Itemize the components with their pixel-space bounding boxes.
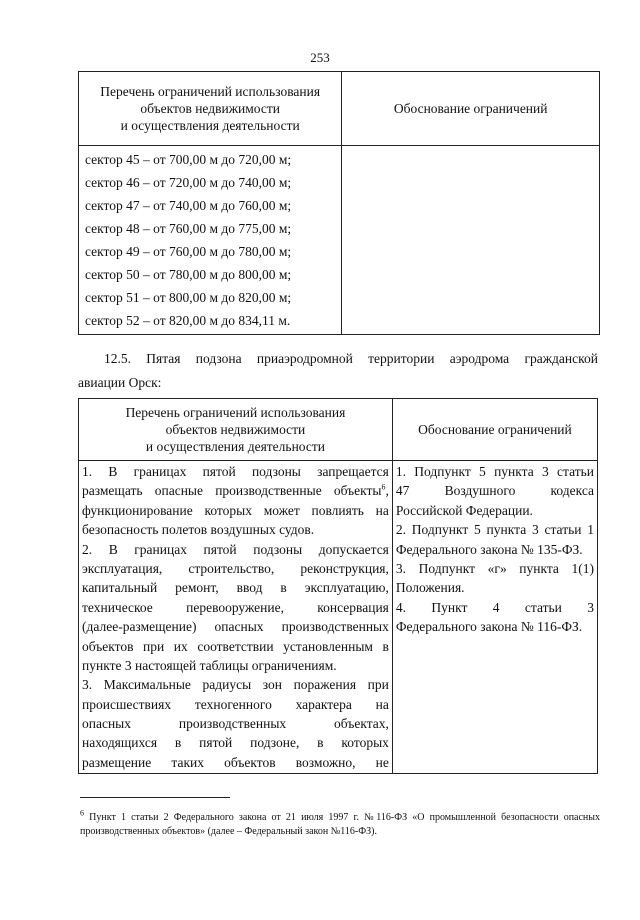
justification-cell-empty xyxy=(342,146,600,335)
text-line: 2. Подпункт 5 пункта 3 статьи 1 xyxy=(395,522,594,538)
text-line: объектов при их соответствии установленным в xyxy=(82,638,389,654)
header-justification-label: Обоснование ограничений xyxy=(393,101,548,116)
header-line: Перечень ограничений использования xyxy=(125,405,346,420)
header-restrictions-list xyxy=(79,399,393,461)
table-header-row xyxy=(79,399,598,461)
sector-line: сектор 49 – от 760,00 м до 780,00 м; xyxy=(85,244,292,259)
header-line: Перечень ограничений использования xyxy=(100,84,321,99)
section-heading-line2: авиации Орск: xyxy=(78,375,162,390)
text-line: размещать опасные производственные объекты xyxy=(82,483,382,499)
text-line-with-footnote xyxy=(82,481,389,500)
text-line: Российской Федерации. xyxy=(395,502,533,518)
footnote-text: Пункт 1 статьи 2 Федерального закона от 21 июля 1997 г. №116-ФЗ «О промышленной безопасности опасных производственных объектов» (далее – Федеральный закон №116-ФЗ). xyxy=(80,812,601,837)
text-line: опасных производственных объектах, xyxy=(82,716,389,732)
footnote-marker: 6 xyxy=(80,808,84,818)
section-heading-line1: 12.5. Пятая подзона приаэродромной территории аэродрома гражданской xyxy=(104,351,598,366)
text-line: эксплуатация, строительство, реконструкция, xyxy=(82,560,389,576)
header-restrictions-list xyxy=(79,72,342,146)
header-line: и осуществления деятельности xyxy=(120,118,300,133)
sector-line: сектор 50 – от 780,00 м до 800,00 м; xyxy=(85,267,292,282)
text-line: 1. В границах пятой подзоны запрещается xyxy=(82,464,389,479)
text-line: 1. Подпункт 5 пункта 3 статьи xyxy=(395,464,594,479)
text-line: безопасность полетов воздушных судов. xyxy=(82,522,315,538)
text-line: функционирование которых может повлиять на xyxy=(82,502,389,518)
table-row xyxy=(79,461,598,774)
sector-line: сектор 46 – от 720,00 м до 740,00 м; xyxy=(85,175,292,190)
page-number: 253 xyxy=(310,50,330,65)
footnote-ref: 6 xyxy=(381,482,386,492)
header-justification-label: Обоснование ограничений xyxy=(418,422,572,437)
header-line: объектов недвижимости xyxy=(140,101,281,116)
text-line: Федерального закона № 116-ФЗ. xyxy=(395,619,583,635)
text-line: капитальный ремонт, ввод в эксплуатацию, xyxy=(82,580,389,596)
header-justification xyxy=(342,72,600,146)
text-line: техническое перевооружение, консервация xyxy=(82,599,389,615)
footnote-ref-suffix: , xyxy=(385,483,389,499)
text-line: 3. Максимальные радиусы зон поражения при xyxy=(82,677,389,693)
text-line: находящихся в пятой подзоне, в которых xyxy=(82,735,389,751)
restrictions-table-continued xyxy=(78,71,600,335)
text-line: 2. В границах пятой подзоны допускается xyxy=(82,541,389,557)
sector-line: сектор 47 – от 740,00 м до 760,00 м; xyxy=(85,198,292,213)
text-line: Федерального закона № 135-ФЗ. xyxy=(395,541,583,557)
text-line: 4. Пункт 4 статьи 3 xyxy=(395,599,594,615)
text-line: происшествиях техногенного характера на xyxy=(82,696,389,712)
table-header-row xyxy=(79,72,600,146)
sector-line: сектор 48 – от 760,00 м до 775,00 м; xyxy=(85,221,292,236)
footnote xyxy=(80,808,601,839)
restrictions-text-cell xyxy=(79,461,393,774)
text-line: размещение таких объектов возможно, не xyxy=(82,754,389,770)
footnote-divider xyxy=(80,797,230,798)
sector-list-cell xyxy=(79,146,342,335)
header-line: объектов недвижимости xyxy=(165,422,306,437)
sector-line: сектор 51 – от 800,00 м до 820,00 м; xyxy=(85,290,292,305)
sector-line: сектор 45 – от 700,00 м до 720,00 м; xyxy=(85,152,292,167)
text-line: пункте 3 настоящей таблицы ограничениям. xyxy=(82,657,337,673)
header-justification xyxy=(392,399,597,461)
sector-line: сектор 52 – от 820,00 м до 834,11 м. xyxy=(85,313,291,328)
text-line: 47 Воздушного кодекса xyxy=(395,483,594,499)
header-line: и осуществления деятельности xyxy=(145,439,325,454)
table-row xyxy=(79,146,600,335)
text-line: 3. Подпункт «г» пункта 1(1) xyxy=(395,560,594,576)
text-line: Положения. xyxy=(395,580,465,596)
text-line: (далее-размещение) опасных производственных xyxy=(82,619,389,635)
justification-text-cell xyxy=(392,461,597,774)
section-heading xyxy=(78,347,598,395)
fifth-subzone-restrictions-table xyxy=(78,398,598,774)
